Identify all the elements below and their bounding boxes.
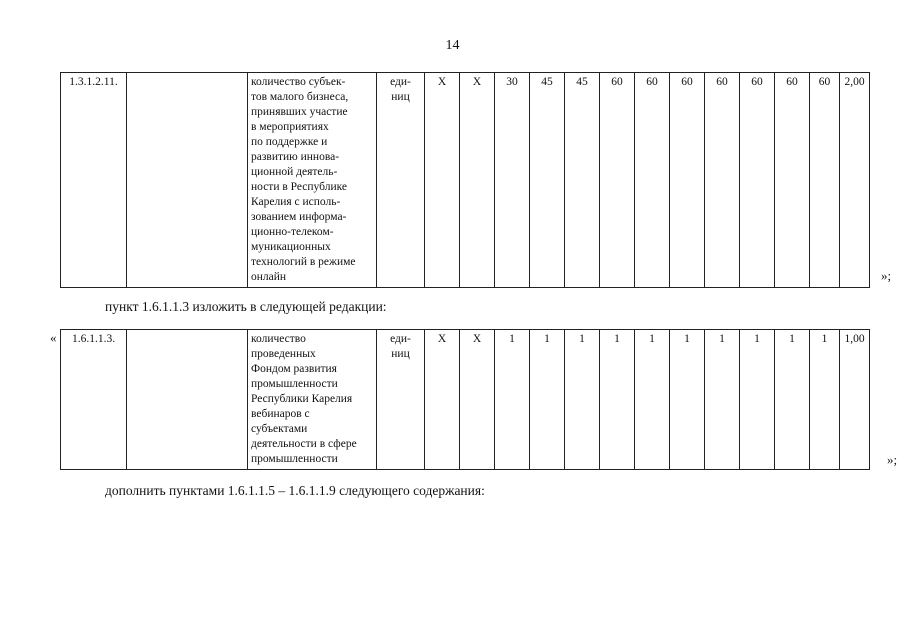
description-line: принявших участие bbox=[251, 106, 348, 118]
description-line: промышленности bbox=[251, 378, 338, 390]
value-cell: 30 bbox=[495, 73, 530, 288]
description-line: субъектами bbox=[251, 423, 308, 435]
indicator-table-1 bbox=[60, 72, 870, 288]
closing-quote: »; bbox=[881, 268, 892, 283]
item-code: 1.6.1.1.3. bbox=[61, 330, 127, 470]
unit-line: ниц bbox=[391, 91, 410, 103]
description-line: Карелия с исполь- bbox=[251, 196, 341, 208]
value-cell: 1 bbox=[565, 330, 600, 470]
description-line: технологий в режиме bbox=[251, 256, 356, 268]
description-line: проведенных bbox=[251, 348, 316, 360]
unit-cell bbox=[377, 73, 425, 288]
indicator-table-2 bbox=[60, 329, 870, 470]
value-cell: 60 bbox=[670, 73, 705, 288]
empty-cell bbox=[127, 73, 248, 288]
indicator-description bbox=[248, 73, 377, 288]
paragraph-text: дополнить пунктами 1.6.1.1.5 – 1.6.1.1.9 следующего содержания: bbox=[105, 483, 485, 498]
description-line: количество субъек- bbox=[251, 76, 346, 88]
description-line: тов малого бизнеса, bbox=[251, 91, 349, 103]
opening-quote: « bbox=[50, 330, 57, 345]
description-line: ционной деятель- bbox=[251, 166, 338, 178]
description-line: онлайн bbox=[251, 271, 287, 283]
value-cell: 1 bbox=[530, 330, 565, 470]
unit-line: еди- bbox=[390, 333, 411, 345]
description-line: ности в Республике bbox=[251, 181, 348, 193]
value-cell: 1 bbox=[495, 330, 530, 470]
value-cell: 1 bbox=[740, 330, 775, 470]
value-cell: 1 bbox=[670, 330, 705, 470]
description-line: количество bbox=[251, 333, 306, 345]
closing-quote: »; bbox=[887, 452, 898, 467]
unit-line: еди- bbox=[390, 76, 411, 88]
description-line: в мероприятиях bbox=[251, 121, 329, 133]
item-code: 1.3.1.2.11. bbox=[61, 73, 127, 288]
paragraph-text: пункт 1.6.1.1.3 изложить в следующей редакции: bbox=[105, 299, 387, 314]
description-line: вебинаров с bbox=[251, 408, 310, 420]
value-cell: X bbox=[460, 73, 495, 288]
value-cell: 1 bbox=[600, 330, 635, 470]
description-line: развитию иннова- bbox=[251, 151, 340, 163]
table-row bbox=[61, 73, 870, 288]
empty-cell bbox=[127, 330, 248, 470]
value-cell: 60 bbox=[705, 73, 740, 288]
value-cell: 60 bbox=[740, 73, 775, 288]
description-line: ционно-телеком- bbox=[251, 226, 334, 238]
indicator-description bbox=[248, 330, 377, 470]
value-cell: 60 bbox=[775, 73, 810, 288]
description-line: Республики Карелия bbox=[251, 393, 353, 405]
table-row bbox=[61, 330, 870, 470]
description-line: по поддержке и bbox=[251, 136, 328, 148]
unit-line: ниц bbox=[391, 348, 410, 360]
value-cell: 1,00 bbox=[840, 330, 870, 470]
value-cell: X bbox=[425, 73, 460, 288]
value-cell: X bbox=[460, 330, 495, 470]
value-cell: X bbox=[425, 330, 460, 470]
value-cell: 2,00 bbox=[840, 73, 870, 288]
description-line: Фондом развития bbox=[251, 363, 337, 375]
value-cell: 45 bbox=[530, 73, 565, 288]
unit-cell bbox=[377, 330, 425, 470]
description-line: зованием информа- bbox=[251, 211, 347, 223]
value-cell: 60 bbox=[600, 73, 635, 288]
page-number: 14 bbox=[445, 38, 460, 53]
value-cell: 1 bbox=[775, 330, 810, 470]
value-cell: 1 bbox=[705, 330, 740, 470]
value-cell: 45 bbox=[565, 73, 600, 288]
description-line: деятельности в сфере bbox=[251, 438, 357, 450]
value-cell: 1 bbox=[810, 330, 840, 470]
value-cell: 1 bbox=[635, 330, 670, 470]
description-line: муникационных bbox=[251, 241, 331, 253]
value-cell: 60 bbox=[810, 73, 840, 288]
value-cell: 60 bbox=[635, 73, 670, 288]
description-line: промышленности bbox=[251, 453, 338, 465]
